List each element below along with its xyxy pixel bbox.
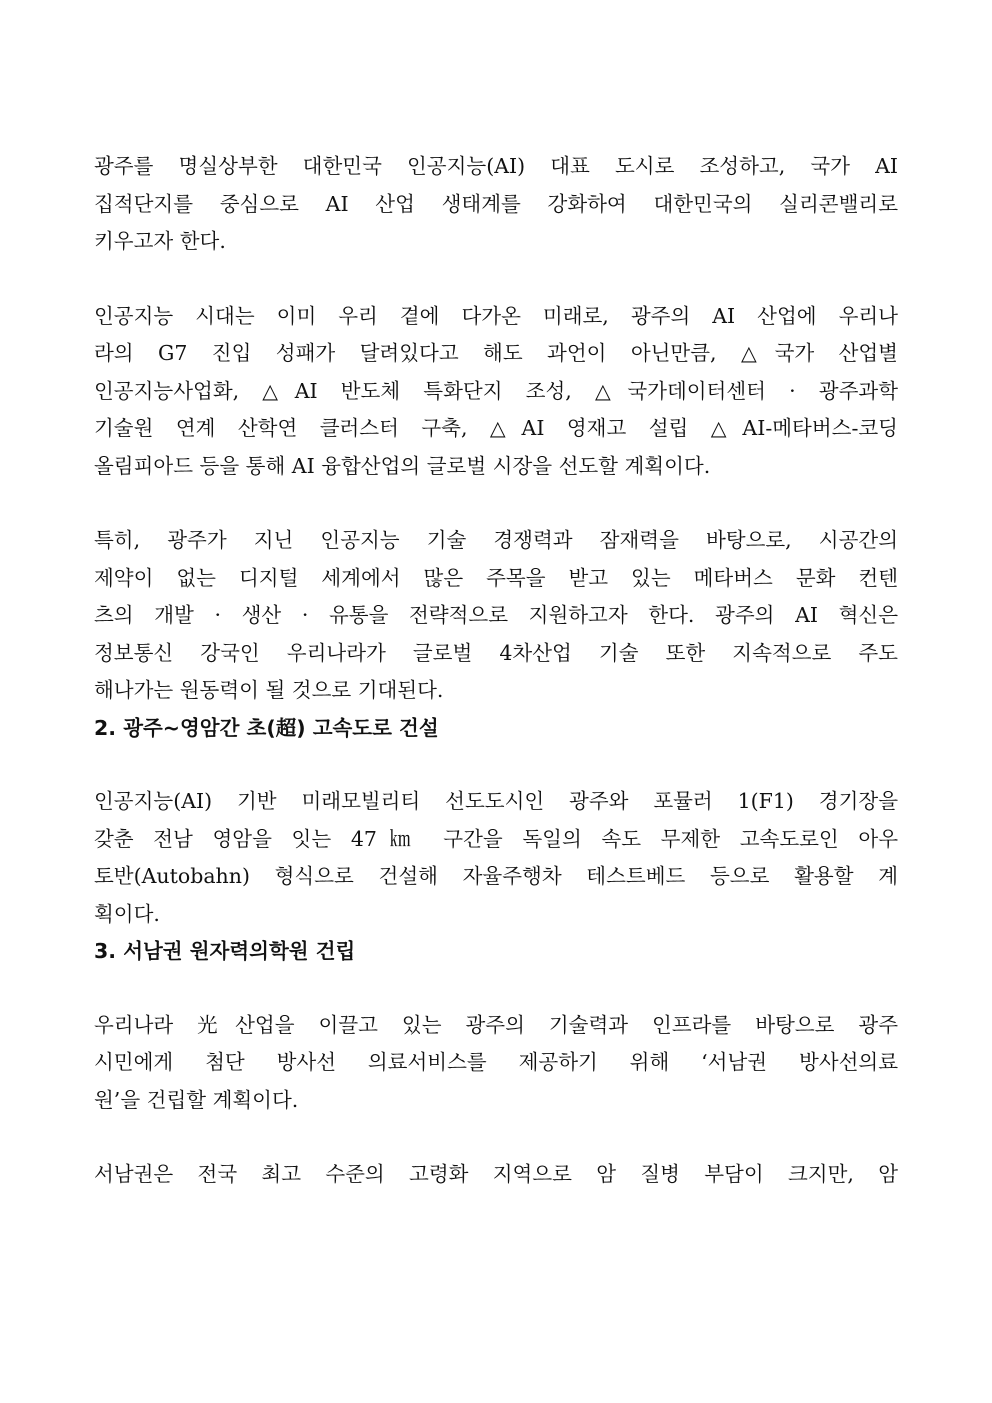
text-line: 라의 G7 진입 성패가 달려있다고 해도 과언이 아닌만큼, △국가 산업별	[94, 341, 898, 365]
text-line: 제약이 없는 디지털 세계에서 많은 주목을 받고 있는 메타버스 문화 컨텐	[94, 565, 898, 590]
text-line: 정보통신 강국인 우리나라가 글로벌 4차산업 기술 또한 지속적으로 주도	[94, 640, 898, 665]
text-line: 서남권은 전국 최고 수준의 고령화 지역으로 암 질병 부담이 크지만, 암	[94, 1162, 898, 1186]
document-body	[94, 148, 898, 1194]
text-line: 츠의 개발 · 생산 · 유통을 전략적으로 지원하고자 한다. 광주의 AI 혁신은	[94, 603, 898, 627]
text-line: 인공지능(AI) 기반 미래모빌리티 선도도시인 광주와 포뮬러 1(F1) 경기장을	[94, 789, 898, 813]
text-line: 기술원 연계 산학연 클러스터 구축, △AI 영재고 설립 △AI-메타버스-코딩	[94, 416, 898, 440]
paragraph-southwest-aging	[94, 1156, 898, 1194]
paragraph-highway	[94, 783, 898, 933]
text-line: 인공지능사업화, △AI 반도체 특화단지 조성, △국가데이터센터 · 광주과학	[94, 378, 898, 403]
text-line: 집적단지를 중심으로 AI 산업 생태계를 강화하여 대한민국의 실리콘밸리로	[94, 191, 898, 216]
text-line: 키우고자 한다.	[94, 229, 226, 253]
text-line: 갖춘 전남 영암을 잇는 47㎞ 구간을 독일의 속도 무제한 고속도로인 아우	[94, 826, 898, 851]
text-line: 올림피아드 등을 통해 AI 융합산업의 글로벌 시장을 선도할 계획이다.	[94, 453, 711, 478]
paragraph-radiation-hospital	[94, 1007, 898, 1120]
text-line: 우리나라 光산업을 이끌고 있는 광주의 기술력과 인프라를 바탕으로 광주	[94, 1012, 898, 1037]
text-line: 특히, 광주가 지닌 인공지능 기술 경쟁력과 잠재력을 바탕으로, 시공간의	[94, 528, 898, 552]
section-heading-medical: 3. 서남권 원자력의학원 건립	[94, 939, 356, 963]
text-line: 원’을 건립할 계획이다.	[94, 1087, 299, 1112]
paragraph-ai-industry	[94, 298, 898, 486]
paragraph-metaverse	[94, 522, 898, 710]
text-line: 인공지능 시대는 이미 우리 곁에 다가온 미래로, 광주의 AI 산업에 우리나	[94, 303, 898, 328]
text-line: 해나가는 원동력이 될 것으로 기대된다.	[94, 678, 444, 702]
text-line: 시민에게 첨단 방사선 의료서비스를 제공하기 위해 ‘서남권 방사선의료	[94, 1050, 898, 1074]
text-line: 획이다.	[94, 901, 160, 926]
paragraph-ai-city	[94, 148, 898, 261]
text-line: 광주를 명실상부한 대한민국 인공지능(AI) 대표 도시로 조성하고, 국가 AI	[94, 154, 898, 178]
section-heading-highway: 2. 광주~영암간 초(超) 고속도로 건설	[94, 715, 439, 740]
text-line: 토반(Autobahn) 형식으로 건설해 자율주행차 테스트베드 등으로 활용할 계	[94, 864, 898, 888]
